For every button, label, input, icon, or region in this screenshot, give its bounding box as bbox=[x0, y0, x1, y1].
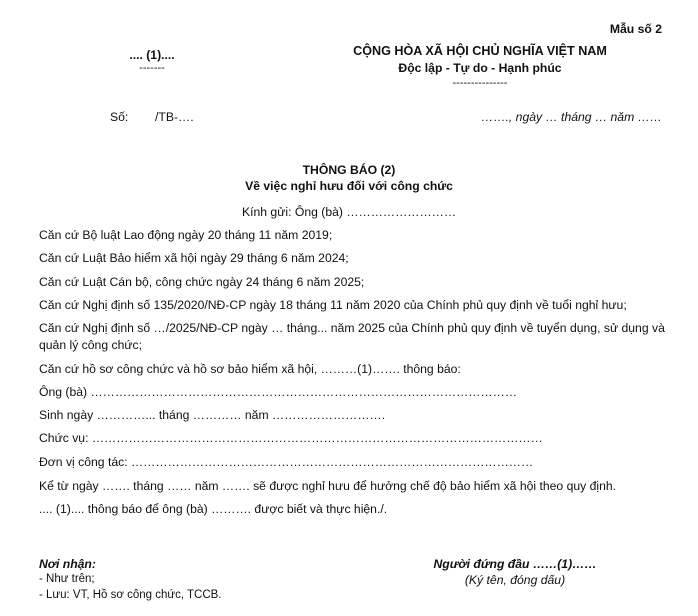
agency-name: .... (1).... bbox=[129, 48, 175, 62]
signer-note: (Ký tên, đóng dấu) bbox=[464, 573, 566, 587]
closing-statement: .... (1).... thông báo để ông (bà) ………. được biết và thực hiện./. bbox=[39, 502, 388, 516]
recipient-item: - Như trên; bbox=[39, 573, 95, 585]
nation-title: CỘNG HÒA XÃ HỘI CHỦ NGHĨA VIỆT NAM bbox=[353, 44, 607, 58]
form-number: Mẫu số 2 bbox=[609, 22, 662, 36]
notice-subject: Về việc nghỉ hưu đối với công chức bbox=[245, 179, 453, 193]
recipient-item: - Lưu: VT, Hồ sơ công chức, TCCB. bbox=[39, 589, 222, 601]
unit-field: Đơn vị công tác: ……………………………………………………………………………………… bbox=[39, 455, 534, 469]
notice-title: THÔNG BÁO (2) bbox=[302, 163, 396, 177]
legal-basis: Căn cứ Nghị định số 135/2020/NĐ-CP ngày 18 tháng 11 năm 2020 của Chính phủ quy định về tuổi nghỉ hưu; bbox=[39, 298, 627, 312]
name-field: Ông (bà) …………………………………………………………………………………………… bbox=[39, 385, 518, 399]
dob-field: Sinh ngày …………... tháng ………… năm ………………………. bbox=[39, 408, 386, 422]
legal-basis: Căn cứ Luật Cán bộ, công chức ngày 24 tháng 6 năm 2025; bbox=[39, 275, 365, 289]
number-label: Số: bbox=[110, 110, 129, 124]
date-line: ……., ngày … tháng … năm …… bbox=[481, 110, 662, 124]
nation-motto: Độc lập - Tự do - Hạnh phúc bbox=[398, 61, 562, 75]
retirement-statement: Kể từ ngày ……. tháng …… năm ……. sẽ được nghỉ hưu để hưởng chế độ bảo hiểm xã hội theo quy định. bbox=[39, 479, 617, 493]
recipients-label: Nơi nhận: bbox=[39, 557, 96, 571]
legal-basis: Căn cứ Bộ luật Lao động ngày 20 tháng 11 năm 2019; bbox=[39, 228, 333, 242]
position-field: Chức vụ: ………………………………………………………………………………………………… bbox=[39, 431, 543, 445]
legal-basis: Căn cứ Luật Bảo hiểm xã hội ngày 29 tháng 6 năm 2024; bbox=[39, 251, 349, 265]
agency-underline: ------- bbox=[139, 62, 165, 74]
legal-basis: Căn cứ hồ sơ công chức và hồ sơ bảo hiểm xã hội, ………(1)……. thông báo: bbox=[39, 362, 461, 376]
legal-basis: Căn cứ Nghị định số …/2025/NĐ-CP ngày … tháng... năm 2025 của Chính phủ quy định về tuyển dụng, sử dụng và quản lý công chức; bbox=[39, 321, 665, 352]
nation-underline: --------------- bbox=[452, 77, 508, 89]
salutation: Kính gửi: Ông (bà) ……………………… bbox=[241, 205, 457, 219]
number-code: /TB-…. bbox=[155, 110, 194, 124]
signer-title: Người đứng đầu ……(1)…… bbox=[433, 557, 597, 571]
